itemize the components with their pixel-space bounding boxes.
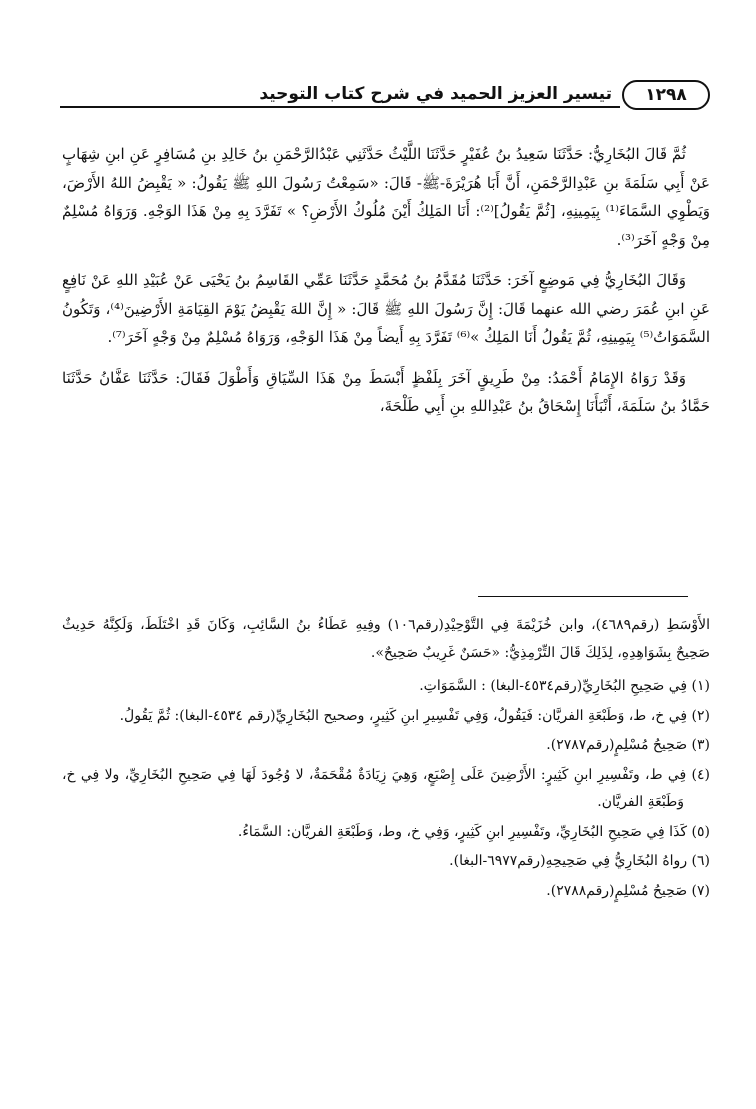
page-number: ١٢٩٨ xyxy=(622,80,710,110)
footnote-3: (٣) صَحِيحُ مُسْلِمٍ(رقم٢٧٨٧). xyxy=(546,737,710,753)
footnote-2: (٢) فِي خ، ط، وَطَبْعَةِ الفريَّان: فَيَقُولُ، وَفِي تَفْسِيرِ ابنِ كَثِيرٍ، وصحيح البُخَارِيِّ(رقم ٤٥٣٤-البغا): ثُمَّ يَقُولُ. xyxy=(119,707,710,724)
book-title: تيسير العزيز الحميد في شرح كتاب التوحيد xyxy=(259,84,612,104)
paragraph-2: وَقَالَ البُخَارِيُّ فِي مَوضِعٍ آخَرَ: حَدَّثَنَا مُقَدَّمُ بنُ مُحَمَّدٍ حَدَّثَنَا عَمِّي القَاسِمُ بنُ يَحْيَى عَنْ عُبَيْدِ اللهِ عَنْ نَافِعٍ عَنِ ابنِ عُمَرَ رضي الله عنهما قَالَ: إِنَّ رَسُولَ اللهِ ﷺ قَالَ: « إِنَّ اللهَ يَقْبِضُ يَوْمَ القِيَامَةِ الأَرْضِينَ⁽⁴⁾، وَتَكُونُ السَّمَوَاتُ⁽⁵⁾ بِيَمِينِهِ، ثُمَّ يَقُولُ أَنَا المَلِكُ »⁽⁶⁾ تَفَرَّدَ بِهِ أَيضاً مِنْ هَذَا الوَجْهِ، وَرَوَاهُ مُسْلِمٌ مِنْ وَجْهٍ آخَرَ⁽⁷⁾. xyxy=(62,271,711,346)
header-divider xyxy=(60,106,620,108)
footnote-1: (١) فِي صَحِيحِ البُخَارِيِّ(رقم٤٥٣٤-البغا) : السَّمَوَاتِ. xyxy=(419,678,710,694)
footnote-continuation: الأَوْسَطِ (رقم٤٦٨٩)، وابن خُزَيْمَةَ فِي التَّوْحِيْدِ(رقم١٠٦) وفِيهِ عَطَاءُ بنُ السَّائِبِ، وَكَانَ قَدِ اخْتَلَطَ، وَلَكِنَّهُ حَدِيثٌ صَحِيحٌ بِشَوَاهِدِهِ، لِذَلِكَ قَالَ التِّرْمِذِيُّ: «حَسَنٌ غَرِيبٌ صَحِيحٌ». xyxy=(62,617,711,661)
footnote-divider xyxy=(478,596,688,597)
footnote-4: (٤) فِي ط، وتَفْسِيرِ ابنِ كَثِيرٍ: الأَرْضِينَ عَلَى إِصْبَعٍ، وَهِيَ زِيَادَةٌ مُقْحَمَةٌ، لا وُجُودَ لَهَا فِي صَحِيحِ البُخَارِيِّ، ولا فِي خ، وَطَبْعَةِ الفريَّان. xyxy=(62,766,710,810)
footnote-7: (٧) صَحِيحُ مُسْلِمٍ(رقم٢٧٨٨). xyxy=(546,882,710,899)
footnote-5: (٥) كَذَا فِي صَحِيحِ البُخَارِيِّ، وتَفْسِيرِ ابنِ كَثِيرٍ، وَفِي خ، وط، وَطَبْعَةِ الفريَّان: السَّمَاءُ. xyxy=(237,823,710,840)
main-text xyxy=(62,140,710,433)
paragraph-3: وَقَدْ رَوَاهُ الإِمَامُ أَحْمَدُ: مِنْ طَرِيقٍ آخَرَ بِلَفْظٍ أَبْسَطَ مِنْ هَذَا السِّيَاقِ وَأَطْوَلَ فَقَالَ: حَدَّثَنَا عَفَّانُ حَدَّثَنَا حَمَّادُ بنُ سَلَمَةَ، أَنْبَأَنَا إِسْحَاقُ بنُ عَبْدِاللهِ بنِ أَبِي طَلْحَةَ، xyxy=(62,368,710,415)
footnotes xyxy=(62,612,710,907)
running-header xyxy=(60,76,710,116)
paragraph-1: ثُمَّ قَالَ البُخَارِيُّ: حَدَّثَنَا سَعِيدُ بنُ عُفَيْرٍ حَدَّثَنَا اللَّيْثُ حَدَّثَنِي عَبْدُالرَّحْمَنِ بنُ خَالِدِ بنِ مُسَافِرٍ عَنِ ابنِ شِهَابٍ عَنْ أَبِي سَلَمَةَ بنِ عَبْدِالرَّحْمَنِ، أَنَّ أَبَا هُرَيْرَةَ-ﷺ- قَالَ: «سَمِعْتُ رَسُولَ اللهِ ﷺ يَقُولُ: « يَقْبِضُ اللهُ الأَرْضَ، وَيَطْوِي السَّمَاءَ⁽¹⁾ بِيَمِينِهِ، [ثُمَّ يَقُولُ]⁽²⁾: أَنَا المَلِكُ أَيْنَ مُلُوكُ الأَرْضِ؟ » تَفَرَّدَ بِهِ مِنْ هَذَا الوَجْهِ. وَرَوَاهُ مُسْلِمٌ مِنْ وَجْهٍ آخَرَ⁽³⁾. xyxy=(62,145,710,249)
footnote-6: (٦) رواهُ البُخَارِيُّ فِي صَحِيحِهِ(رقم٦٩٧٧-البغا). xyxy=(449,853,710,869)
